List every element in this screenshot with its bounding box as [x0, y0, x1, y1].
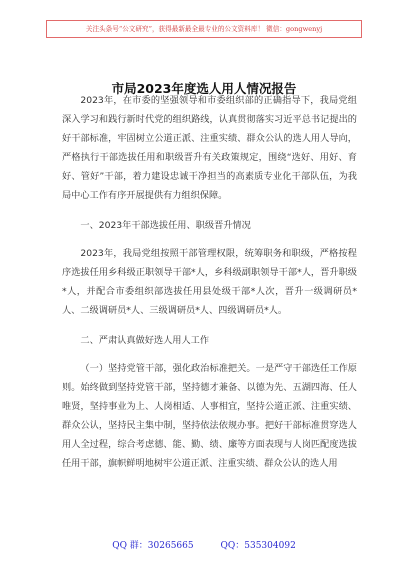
footer-qq: QQ：535304092 [220, 541, 296, 551]
document-title: 市局2023年度选人用人情况报告 [111, 81, 297, 96]
footer [0, 538, 408, 551]
intro-paragraph: 2023年，在市委的坚强领导和市委组织部的正确指导下，我局党组深入学习和践行新时代党的组织路线，认真贯彻落实习近平总书记提出的好干部标准，牢固树立公道正派、注重实绩、群众公认的选人用人导向，严格执行干部选拔任用和职级晋升有关政策规定，围绕“选好、用好、育好、管好”干部，着力建设忠诚干净担当的高素质专业化干部队伍，为我局中心工作有序开展提供有力组织保障。 [62, 95, 357, 201]
header-banner: 关注头条号“公文研究”，获得最新最全最专业的公文资料库！ 微信：gongwenyj [46, 20, 362, 38]
footer-qq-group: QQ 群：30265665 [112, 541, 194, 551]
section-1-paragraph: 2023年，我局党组按照干部管理权限，统筹职务和职级，严格按程序选拔任用乡科级正职领导干部*人，乡科级副职领导干部*人，晋升职级*人，并配合市委组织部选拔任用县处级干部*人次，晋升一级调研员*人、二级调研员*人、三级调研员*人、四级调研员*人。 [62, 248, 357, 316]
section-2-heading: 二、严肃认真做好选人用人工作 [80, 335, 210, 346]
document-body [62, 88, 357, 473]
section-2-paragraph: （一）坚持党管干部，强化政治标准把关。一是严守干部选任工作原则。始终做到坚持党管干部，坚持德才兼备、以德为先、五湖四海、任人唯贤，坚持事业为上、人岗相适、人事相宜，坚持公道正派、注重实绩、群众公认，坚持民主集中制，坚持依法依规办事。把好干部标准贯穿选人用人全过程，综合考虑德、能、勤、绩、廉等方面表现与人岗匹配度选拔任用干部，旗帜鲜明地树牢公道正派、注重实绩、群众公认的选人用 [62, 363, 357, 469]
section-1-heading: 一、2023年干部选拔任用、职级晋升情况 [80, 220, 251, 231]
